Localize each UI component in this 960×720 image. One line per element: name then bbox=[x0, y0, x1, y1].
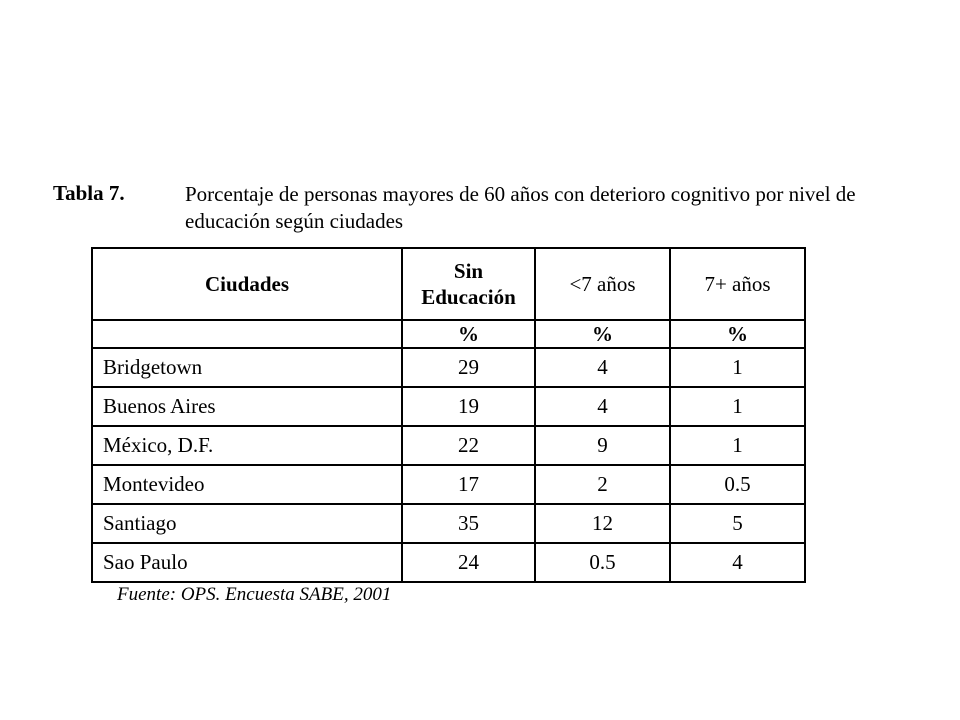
city-cell: Buenos Aires bbox=[92, 387, 402, 426]
table-row bbox=[92, 465, 805, 504]
header-gt7: 7+ años bbox=[670, 248, 805, 320]
gt7-cell: 4 bbox=[670, 543, 805, 582]
caption-label: Tabla 7. bbox=[53, 181, 125, 205]
header-ciudades: Ciudades bbox=[92, 248, 402, 320]
city-cell: Santiago bbox=[92, 504, 402, 543]
lt7-cell: 4 bbox=[535, 387, 670, 426]
unit-cell: % bbox=[670, 320, 805, 348]
header-sin-line2: Educación bbox=[421, 285, 516, 309]
sin-educacion-cell: 35 bbox=[402, 504, 535, 543]
city-cell: Sao Paulo bbox=[92, 543, 402, 582]
lt7-cell: 2 bbox=[535, 465, 670, 504]
header-row bbox=[92, 248, 805, 320]
table-row bbox=[92, 543, 805, 582]
lt7-cell: 12 bbox=[535, 504, 670, 543]
unit-cell: % bbox=[402, 320, 535, 348]
sin-educacion-cell: 22 bbox=[402, 426, 535, 465]
header-lt7: <7 años bbox=[535, 248, 670, 320]
caption-text: Porcentaje de personas mayores de 60 años con deterioro cognitivo por nivel de educación según ciudades bbox=[185, 182, 856, 233]
lt7-cell: 4 bbox=[535, 348, 670, 387]
source-note: Fuente: OPS. Encuesta SABE, 2001 bbox=[117, 584, 392, 605]
header-sin-line1: Sin bbox=[453, 259, 484, 283]
data-table bbox=[91, 247, 806, 583]
gt7-cell: 1 bbox=[670, 348, 805, 387]
units-empty-cell bbox=[92, 320, 402, 348]
gt7-cell: 1 bbox=[670, 387, 805, 426]
table-row bbox=[92, 348, 805, 387]
gt7-cell: 5 bbox=[670, 504, 805, 543]
units-row bbox=[92, 320, 805, 348]
table-row bbox=[92, 387, 805, 426]
lt7-cell: 9 bbox=[535, 426, 670, 465]
table-row bbox=[92, 504, 805, 543]
unit-cell: % bbox=[535, 320, 670, 348]
sin-educacion-cell: 19 bbox=[402, 387, 535, 426]
sin-educacion-cell: 17 bbox=[402, 465, 535, 504]
city-cell: Montevideo bbox=[92, 465, 402, 504]
gt7-cell: 0.5 bbox=[670, 465, 805, 504]
sin-educacion-cell: 24 bbox=[402, 543, 535, 582]
gt7-cell: 1 bbox=[670, 426, 805, 465]
header-sin-educacion bbox=[402, 248, 535, 320]
city-cell: México, D.F. bbox=[92, 426, 402, 465]
table-row bbox=[92, 426, 805, 465]
lt7-cell: 0.5 bbox=[535, 543, 670, 582]
city-cell: Bridgetown bbox=[92, 348, 402, 387]
sin-educacion-cell: 29 bbox=[402, 348, 535, 387]
